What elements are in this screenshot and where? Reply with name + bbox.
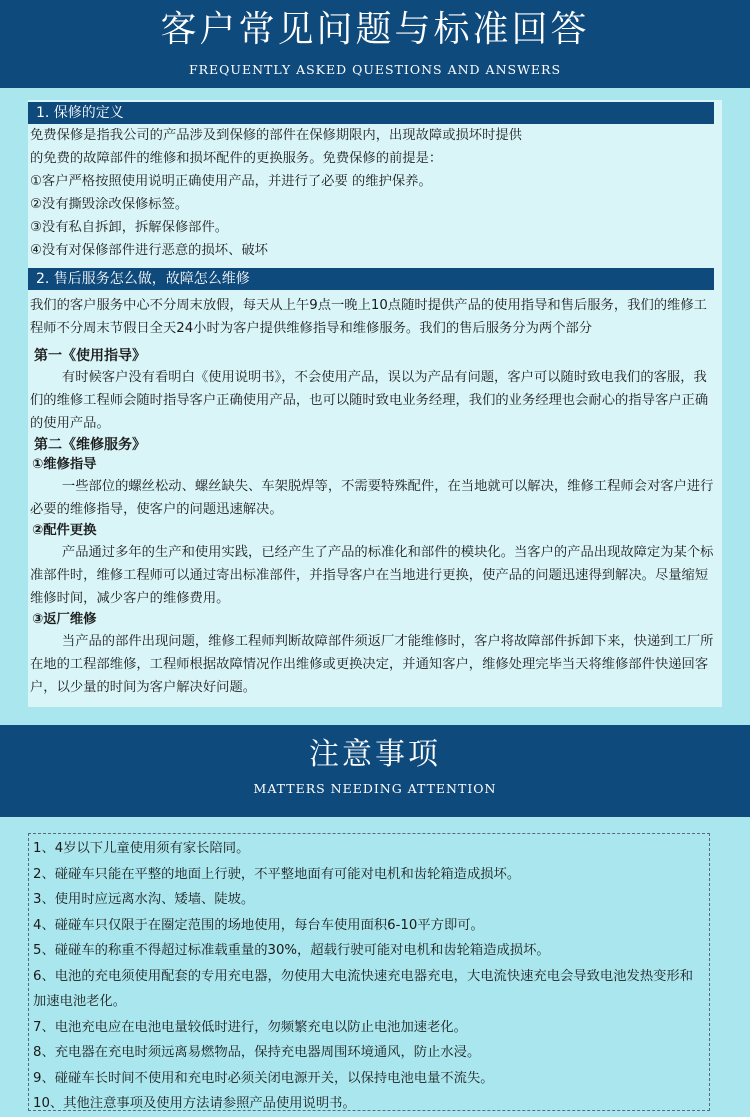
faq-content [28,100,722,707]
part1-text: 有时候客户没有看明白《使用说明书》，不会使用产品，误以为产品有问题，客户可以随时致电我们的客服，我们的维修工程师会随时指导客户正确使用产品，也可以随时致电业务经理，我们的业务经理也会耐心的指导客户正确的使用产品。 [30,370,709,431]
notice-item: 2、碰碰车只能在平整的地面上行驶，不平整地面有可能对电机和齿轮箱造成损坏。 [33,866,521,882]
notice-item: 7、电池充电应在电池电量较低时进行，勿频繁充电以防止电池加速老化。 [33,1019,467,1035]
notice-banner [0,725,750,817]
section1-heading: 1. 保修的定义 [28,102,714,124]
section1-intro-line: 的免费的故障部件的维修和损坏配件的更换服务。免费保修的前提是： [30,151,443,166]
notice-item: 4、碰碰车只仅限于在圈定范围的场地使用，每台车使用面积6-10平方即可。 [33,917,484,933]
part2-title: 第二《维修服务》 [34,437,146,453]
warranty-condition: ①客户严格按照使用说明正确使用产品，并进行了必要 的维护保养。 [30,174,432,189]
sub3-title: ③返厂维修 [32,612,97,627]
sub2-text: 产品通过多年的生产和使用实践，已经产生了产品的标准化和部件的模块化。当客户的产品出现故障定为某个标准部件时，维修工程师可以通过寄出标准部件，并指导客户在当地进行更换，使产品的问题迅速得到解决。尽量缩短维修时间，减少客户的维修费用。 [30,545,714,606]
section1-intro-line: 免费保修是指我公司的产品涉及到保修的部件在保修期限内，出现故障或损坏时提供 [30,128,522,143]
section2-intro: 我们的客户服务中心不分周末放假，每天从上午9点一晚上10点随时提供产品的使用指导和售后服务，我们的维修工程师不分周末节假日全天24小时为客户提供维修指导和维修服务。我们的售后服务分为两个部分 [30,298,707,336]
warranty-condition: ④没有对保修部件进行恶意的损坏、破坏 [30,243,268,258]
part1-title: 第一《使用指导》 [34,348,146,364]
faq-banner [0,0,750,88]
notice-item: 9、碰碰车长时间不使用和充电时必须关闭电源开关，以保持电池电量不流失。 [33,1070,494,1086]
notice-item: 8、充电器在充电时须远离易燃物品，保持充电器周围环境通风，防止水浸。 [33,1045,481,1060]
notice-item: 1、4岁以下儿童使用须有家长陪同。 [33,841,250,856]
notice-title: 注意事项 [309,737,441,772]
page-title: 客户常见问题与标准回答 [160,9,590,50]
sub2-title: ②配件更换 [32,523,97,538]
warranty-condition: ②没有撕毁涂改保修标签。 [30,197,189,212]
page-subtitle: FREQUENTLY ASKED QUESTIONS AND ANSWERS [188,62,562,77]
sub1-text: 一些部位的螺丝松动、螺丝缺失、车架脱焊等，不需要特殊配件，在当地就可以解决，维修工程师会对客户进行必要的维修指导，使客户的问题迅速解决。 [30,479,714,517]
notice-list [28,833,710,1111]
sub3-text: 当产品的部件出现问题，维修工程师判断故障部件须返厂才能维修时，客户将故障部件拆卸下来，快递到工厂所在地的工程部维修，工程师根据故障情况作出维修或更换决定，并通知客户，维修处理完毕当天将维修部件快递回客户，以少量的时间为客户解决好问题。 [30,634,714,695]
warranty-condition: ③没有私自拆卸，拆解保修部件。 [30,220,229,235]
notice-subtitle: MATTERS NEEDING ATTENTION [253,781,497,796]
section2-heading: 2. 售后服务怎么做，故障怎么维修 [28,268,714,290]
sub1-title: ①维修指导 [32,457,97,472]
notice-item: 5、碰碰车的称重不得超过标准载重量的30%，超载行驶可能对电机和齿轮箱造成损坏。 [33,943,550,958]
notice-item: 10、其他注意事项及使用方法请参照产品使用说明书。 [33,1096,356,1111]
notice-item: 3、使用时应远离水沟、矮墙、陡坡。 [33,892,255,907]
notice-item: 6、电池的充电须使用配套的专用充电器，勿使用大电流快速充电器充电，大电流快速充电会导致电池发热变形和加速电池老化。 [33,968,694,1009]
